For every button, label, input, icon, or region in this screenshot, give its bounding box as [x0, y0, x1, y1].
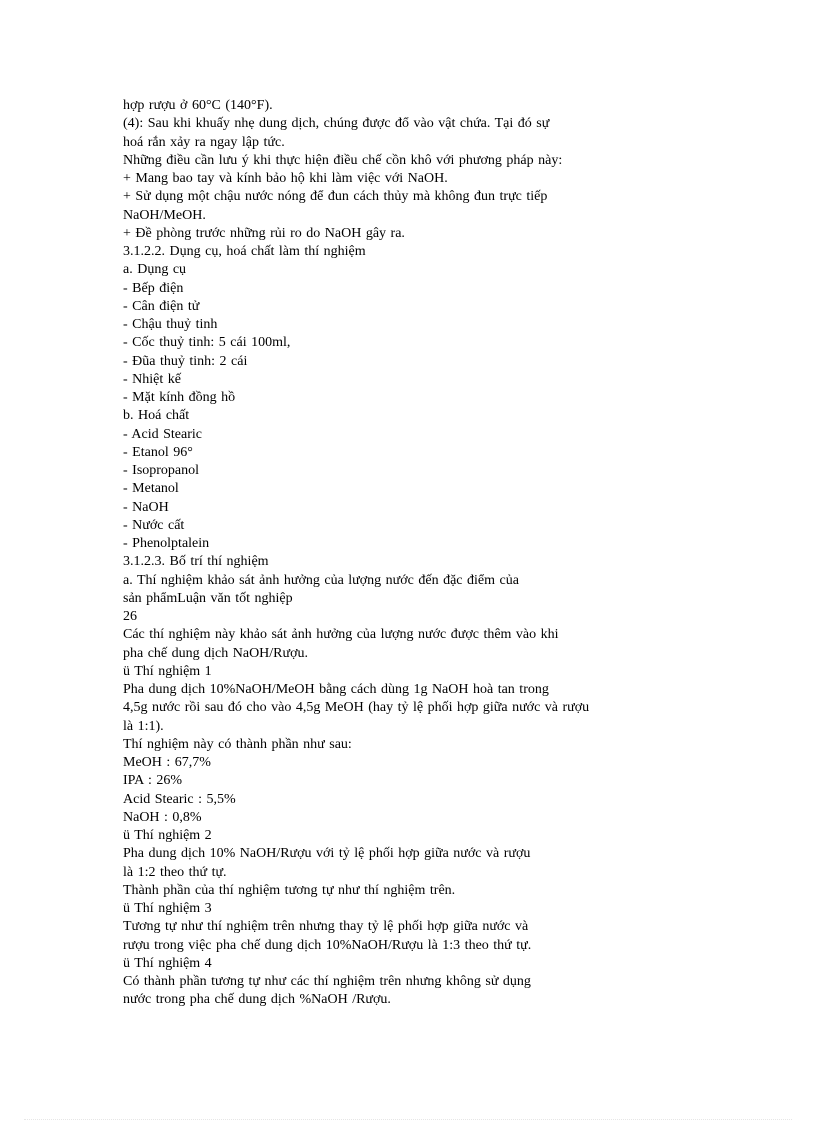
text-line: là 1:1).: [123, 718, 164, 734]
page-bottom-divider: [24, 1119, 792, 1120]
document-body: [123, 97, 683, 1010]
text-line: hợp rượu ở 60°C (140°F).: [123, 98, 273, 113]
list-item: - Cân điện tử: [123, 298, 200, 314]
list-item: - Đũa thuỷ tinh: 2 cái: [123, 353, 248, 369]
list-item: - Etanol 96°: [123, 444, 193, 460]
list-item: - NaOH: [123, 499, 169, 515]
subsection-heading: a. Dụng cụ: [123, 262, 187, 278]
list-item: - Mặt kính đồng hồ: [123, 390, 236, 405]
experiment-heading: ü Thí nghiệm 2: [123, 828, 212, 843]
text-line: (4): Sau khi khuấy nhẹ dung dịch, chúng được đổ vào vật chứa. Tại đó sự: [123, 116, 550, 132]
composition-item: IPA : 26%: [123, 773, 183, 789]
list-item: - Phenolptalein: [123, 536, 210, 551]
list-item: - Isopropanol: [123, 463, 200, 478]
text-line: Các thí nghiệm này khảo sát ảnh hưởng của lượng nước được thêm vào khi: [123, 627, 559, 643]
composition-item: NaOH : 0,8%: [123, 809, 202, 825]
page-number: 26: [123, 609, 137, 624]
list-item: - Nước cất: [123, 517, 185, 533]
list-item: - Acid Stearic: [123, 426, 202, 442]
section-heading: 3.1.2.2. Dụng cụ, hoá chất làm thí nghiệm: [123, 244, 366, 259]
text-line: pha chế dung dịch NaOH/Rượu.: [123, 645, 309, 661]
text-line: hoá rắn xảy ra ngay lập tức.: [123, 134, 285, 150]
text-line: 4,5g nước rồi sau đó cho vào 4,5g MeOH (hay tỷ lệ phối hợp giữa nước và rượu: [123, 700, 590, 716]
text-line: sản phẩmLuận văn tốt nghiệp: [123, 590, 293, 606]
composition-item: MeOH : 67,7%: [123, 755, 211, 770]
text-line: Pha dung dịch 10%NaOH/MeOH bằng cách dùng 1g NaOH hoà tan trong: [123, 682, 549, 697]
list-item: - Nhiệt kế: [123, 371, 181, 387]
text-line: nước trong pha chế dung dịch %NaOH /Rượu.: [123, 992, 391, 1008]
text-line: Những điều cần lưu ý khi thực hiện điều chế cồn khô với phương pháp này:: [123, 152, 563, 168]
text-line: + Đề phòng trước những rủi ro do NaOH gây ra.: [123, 225, 405, 241]
list-item: - Metanol: [123, 481, 179, 497]
list-item: - Chậu thuỷ tinh: [123, 317, 218, 332]
subsection-heading: b. Hoá chất: [123, 408, 190, 424]
text-line: Tương tự như thí nghiệm trên nhưng thay tỷ lệ phối hợp giữa nước và: [123, 919, 529, 935]
text-line: Có thành phần tương tự như các thí nghiệm trên nhưng không sử dụng: [123, 974, 531, 989]
subsection-heading: a. Thí nghiệm khảo sát ảnh hưởng của lượng nước đến đặc điểm của: [123, 572, 519, 588]
experiment-heading: ü Thí nghiệm 4: [123, 955, 212, 971]
text-line: Thí nghiệm này có thành phần như sau:: [123, 736, 352, 752]
section-heading: 3.1.2.3. Bố trí thí nghiệm: [123, 554, 269, 570]
text-line: + Mang bao tay và kính bảo hộ khi làm việc với NaOH.: [123, 171, 448, 186]
text-line: + Sử dụng một chậu nước nóng để đun cách thủy mà không đun trực tiếp: [123, 189, 548, 205]
composition-item: Acid Stearic : 5,5%: [123, 791, 236, 807]
text-line: là 1:2 theo thứ tự.: [123, 864, 227, 880]
text-line: Thành phần của thí nghiệm tương tự như thí nghiệm trên.: [123, 882, 456, 898]
text-line: NaOH/MeOH.: [123, 207, 206, 223]
list-item: - Cốc thuỷ tinh: 5 cái 100ml,: [123, 335, 291, 351]
text-line: Pha dung dịch 10% NaOH/Rượu với tỷ lệ phối hợp giữa nước và rượu: [123, 846, 531, 862]
list-item: - Bếp điện: [123, 280, 184, 296]
text-line: rượu trong việc pha chế dung dịch 10%NaOH/Rượu là 1:3 theo thứ tự.: [123, 937, 532, 953]
experiment-heading: ü Thí nghiệm 3: [123, 901, 212, 916]
experiment-heading: ü Thí nghiệm 1: [123, 663, 212, 679]
